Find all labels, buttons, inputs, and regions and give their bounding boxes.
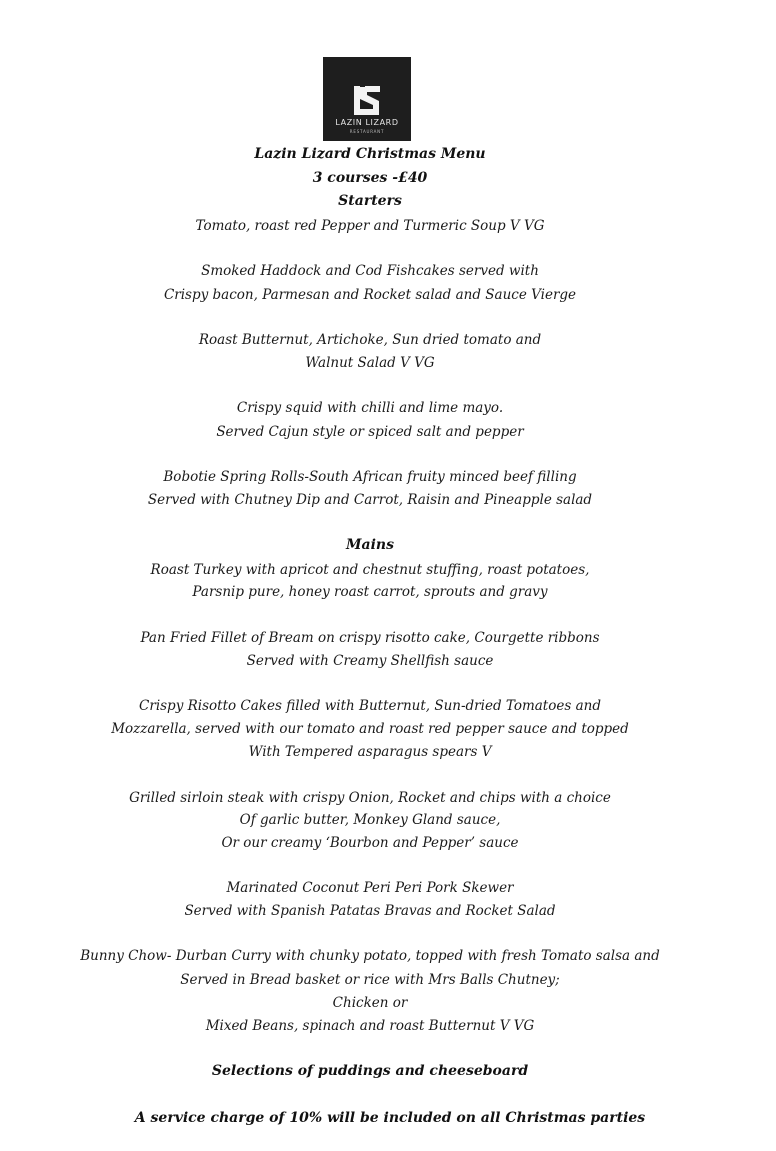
starter-line: Served Cajun style or spiced salt and pepper xyxy=(216,424,524,440)
restaurant-logo xyxy=(323,57,411,141)
main-line: Or our creamy ‘Bourbon and Pepper’ sauce xyxy=(221,835,519,851)
logo-subtitle: RESTAURANT xyxy=(349,129,385,134)
main-line: Mixed Beans, spinach and roast Butternut V VG xyxy=(205,1018,535,1034)
starter-line: Crispy bacon, Parmesan and Rocket salad and Sauce Vierge xyxy=(163,287,577,303)
desserts-heading: Selections of puddings and cheeseboard xyxy=(211,1063,529,1079)
menu-price: 3 courses -£40 xyxy=(312,170,428,186)
main-line: Parsnip pure, honey roast carrot, sprouts and gravy xyxy=(192,584,548,600)
starter-line: Smoked Haddock and Cod Fishcakes served with xyxy=(201,263,539,279)
starter-line: Tomato, roast red Pepper and Turmeric Soup V VG xyxy=(195,218,545,234)
mains-heading: Mains xyxy=(346,537,394,553)
starter-line: Roast Butternut, Artichoke, Sun dried tomato and xyxy=(198,332,542,348)
main-line: Marinated Coconut Peri Peri Pork Skewer xyxy=(226,880,514,896)
main-line: Bunny Chow- Durban Curry with chunky potato, topped with fresh Tomato salsa and xyxy=(80,948,660,964)
main-line: Served in Bread basket or rice with Mrs Balls Chutney; xyxy=(180,972,560,988)
starter-line: Crispy squid with chilli and lime mayo. xyxy=(236,400,504,416)
main-line: Served with Spanish Patatas Bravas and Rocket Salad xyxy=(184,903,556,919)
main-line: Of garlic butter, Monkey Gland sauce, xyxy=(239,812,501,828)
starter-line: Bobotie Spring Rolls-South African fruity minced beef filling xyxy=(163,469,577,485)
menu-title: Lazin Lizard Christmas Menu xyxy=(254,146,486,162)
logo-name: LAZIN LIZARD xyxy=(335,118,399,127)
main-line: Chicken or xyxy=(332,995,408,1011)
main-line: Grilled sirloin steak with crispy Onion, Rocket and chips with a choice xyxy=(129,790,611,806)
main-line: Roast Turkey with apricot and chestnut stuffing, roast potatoes, xyxy=(150,562,590,578)
starters-heading: Starters xyxy=(338,193,402,209)
main-line: Crispy Risotto Cakes filled with Butternut, Sun-dried Tomatoes and xyxy=(139,698,601,714)
service-charge-note: A service charge of 10% will be included on all Christmas parties xyxy=(134,1110,646,1126)
main-line: Pan Fried Fillet of Bream on crispy risotto cake, Courgette ribbons xyxy=(140,630,600,646)
main-line: Served with Creamy Shellfish sauce xyxy=(246,653,494,669)
main-line: Mozzarella, served with our tomato and roast red pepper sauce and topped xyxy=(111,721,629,737)
main-line: With Tempered asparagus spears V xyxy=(248,744,492,760)
starter-line: Walnut Salad V VG xyxy=(305,355,435,371)
starter-line: Served with Chutney Dip and Carrot, Raisin and Pineapple salad xyxy=(147,492,593,508)
